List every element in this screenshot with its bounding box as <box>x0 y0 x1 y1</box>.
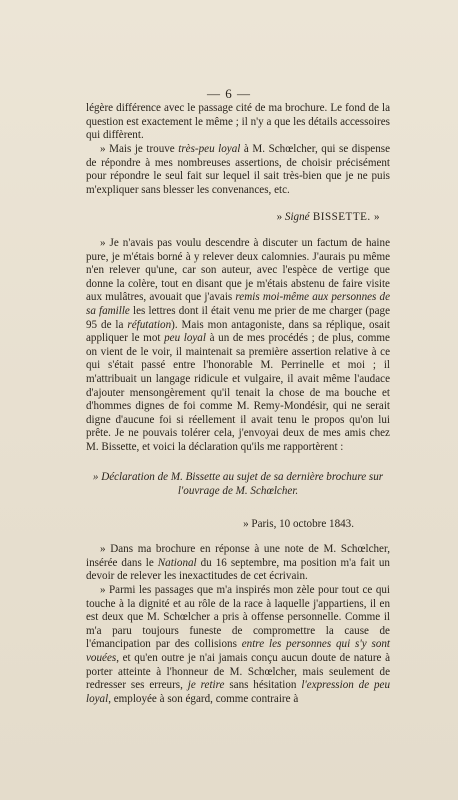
p5-c: sans hésitation <box>224 679 302 692</box>
declaration-title: » Déclaration de M. Bissette au sujet de sa dernière brochure sur l'ouvrage de M. Schœlcher. <box>92 471 384 497</box>
p4-em: National <box>157 556 197 569</box>
p2-emphasis: très-peu loyal <box>178 143 241 155</box>
p4-b: du 16 septembre, ma position m'a fait un devoir de relever les inexactitudes de cet écrivain. <box>86 556 390 583</box>
sig-b: BISSETTE. » <box>309 211 380 223</box>
p3-em1: remis moi-même aux personnes de sa famille <box>86 291 391 317</box>
sig-em: Signé <box>284 211 310 223</box>
p3-em3: peu loyal <box>164 332 206 345</box>
p5-em2: je retire <box>187 679 225 692</box>
p3-d: à un de mes procédés ; de plus, comme on vient de le voir, il maintenait sa première assertion relative à ce qui s'était passé entre l'honorable M. Perrinelle et moi ; il m'attribuait un langage ridicule et vulgaire, il avait même l'audace d'ajouter mensongèrement qu'il tenait la chose de ma bouche et d'hommes dignes de foi comme M. Remy-Mondésir, qui ne serait digne d'aucune foi si réellement il avait tenu le propos qu'on lui prête. Je ne pouvais tolérer cela, j'envoyai deux de mes amis chez M. Bissette, et voici la déclaration qu'ils me rapportèrent : <box>86 332 390 453</box>
p5-em3: l'expression de peu loyal <box>86 679 391 705</box>
paragraph-5-block <box>86 584 390 706</box>
page-number: — 6 — <box>207 86 251 101</box>
sig-a: » <box>276 211 285 223</box>
paragraph-2 <box>86 143 390 197</box>
paragraph-intro <box>86 102 390 143</box>
dateline: » Paris, 10 octobre 1843. <box>243 518 354 530</box>
paragraph-2-block <box>86 143 390 197</box>
p3-em2: réfutation <box>127 318 172 331</box>
paragraph-5 <box>86 584 390 706</box>
p4-a: » Dans ma brochure en réponse à une note de M. Schœlcher, insérée dans le <box>86 543 390 569</box>
paragraph-3-block <box>86 237 390 455</box>
paragraph-1: légère différence avec le passage cité de ma brochure. Le fond de la question est exactement le même ; il n'y a que les détails accessoires qui diffèrent. <box>86 102 390 142</box>
p5-em1: entre les personnes qui s'y sont vouées <box>86 638 391 664</box>
paragraph-4-block <box>86 543 390 584</box>
declaration-title-block <box>86 471 390 498</box>
p5-d: , employée à son égard, comme contraire à <box>108 692 299 705</box>
paragraph-3 <box>86 237 390 455</box>
p2-text-a: » Mais je trouve <box>100 143 179 155</box>
p5-b: , et qu'en outre je n'ai jamais conçu aucun doute de nature à porter atteinte à l'honneur de M. Schœlcher, mais seulement de redresser ses erreurs, <box>86 651 390 692</box>
paragraph-4 <box>86 543 390 584</box>
dateline-block <box>86 518 354 532</box>
signature <box>86 211 380 225</box>
p3-c: ). Mais mon antagoniste, dans sa réplique, osait appliquer le mot <box>86 318 390 345</box>
p3-a: » Je n'avais pas voulu descendre à discuter un factum de haine pure, je m'étais borné à y relever deux calomnies. J'aurais pu même n'en relever qu'une, car son auteur, avec l'espèce de vertige que donne la colère, tout en disant que je m'étais abstenu de faire visite aux mulâtres, avouait que j'avais <box>86 237 390 304</box>
signature-line <box>86 211 380 225</box>
p2-text-b: à M. Schœlcher, qui se dispense de répondre à mes nombreuses assertions, de choisir précisément pour répondre le seul fait sur lequel il sait très-bien que je ne puis m'expliquer sans blesser les convenances, etc. <box>86 143 390 196</box>
p3-b: les lettres dont il était venu me prier de me charger (page 95 de la <box>86 304 390 331</box>
p5-a: » Parmi les passages que m'a inspirés mon zèle pour tout ce qui touche à la dignité et au rôle de la race à laquelle j'appartiens, il en est deux que M. Schœlcher a pris à offense personnelle. Comme il m'a paru toujours funeste de compromettre la cause de l'émancipation par des collisions <box>86 584 390 651</box>
